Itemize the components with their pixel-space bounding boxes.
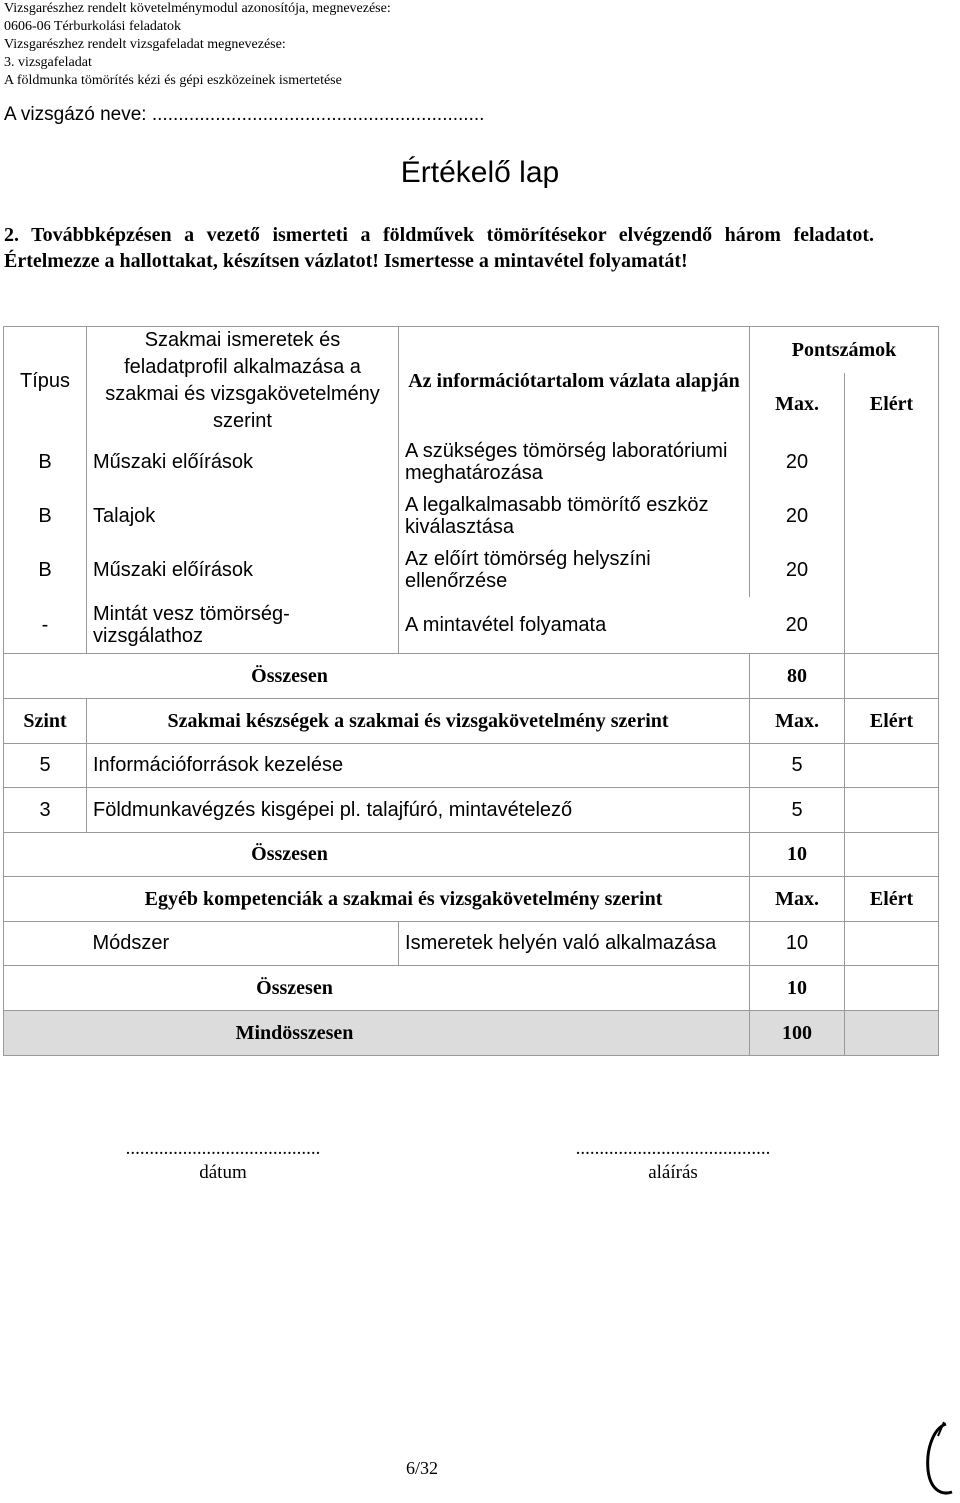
grand-total-achieved[interactable] (845, 1010, 939, 1055)
subtotal-row (4, 653, 939, 698)
col-achieved-header: Elért (845, 876, 939, 921)
table-row (4, 787, 939, 832)
header-line: Vizsgarészhez rendelt vizsgafeladat megnevezése: (4, 37, 286, 52)
page-number: 6/32 (405, 1458, 438, 1478)
subtotal-label: Összesen (4, 832, 750, 876)
header-line: 3. vizsgafeladat (4, 55, 92, 70)
achieved-cell[interactable] (845, 743, 939, 787)
subtotal-max: 80 (750, 653, 845, 698)
grand-total-label: Mindösszesen (4, 1010, 750, 1055)
page-title: Értékelő lap (400, 156, 560, 189)
col-level-header: Szint (4, 698, 87, 743)
examinee-name-field[interactable]: A vizsgázó neve: ............................................................... (4, 104, 485, 125)
table-row (4, 543, 939, 597)
subtotal-achieved[interactable] (845, 653, 939, 698)
type-cell: B (4, 543, 87, 597)
table-row (4, 743, 939, 787)
max-cell: 20 (750, 597, 845, 653)
col-max-header: Max. (750, 876, 845, 921)
subtotal-label: Összesen (4, 653, 750, 698)
type-cell: B (4, 435, 87, 489)
document-header (4, 0, 391, 90)
grand-total-max: 100 (750, 1010, 845, 1055)
max-cell: 20 (750, 543, 845, 597)
task-description: 2. Továbbképzésen a vezető ismerteti a földművek tömörítésekor elvégzendő három feladatot. Értelmezze a hallottakat, készítsen vázlatot! Ismertesse a mintavétel folyamatát! (4, 224, 874, 272)
competence-label-cell: Módszer (87, 921, 399, 965)
max-cell: 20 (750, 489, 845, 543)
achieved-cell[interactable] (845, 435, 939, 489)
outline-cell: Az előírt tömörség helyszíni ellenőrzése (399, 543, 750, 597)
knowledge-cell: Talajok (87, 489, 399, 543)
outline-cell: A mintavétel folyamata (399, 597, 750, 653)
date-signature-block (88, 1137, 358, 1185)
max-cell: 20 (750, 435, 845, 489)
table-row (4, 489, 939, 543)
signature-label: aláírás (648, 1162, 698, 1183)
competence-cell: Ismeretek helyén való alkalmazása (399, 921, 750, 965)
table-row (4, 435, 939, 489)
col-type-header: Típus (4, 327, 87, 436)
signature-block (538, 1137, 808, 1185)
type-cell: - (4, 597, 87, 653)
subtotal-max: 10 (750, 965, 845, 1010)
header-line: A földmunka tömörítés kézi és gépi eszközeinek ismertetése (4, 73, 342, 88)
col-points-header: Pontszámok (750, 327, 939, 373)
outline-cell: A legalkalmasabb tömörítő eszköz kiválasztása (399, 489, 750, 543)
header-line: Vizsgarészhez rendelt követelménymodul azonosítója, megnevezése: (4, 1, 391, 16)
col-achieved-header: Elért (845, 698, 939, 743)
subtotal-label: Összesen (4, 965, 750, 1010)
achieved-cell[interactable] (845, 543, 939, 597)
col-outline-header: Az információtartalom vázlata alapján (399, 327, 750, 436)
max-cell: 5 (750, 787, 845, 832)
max-cell: 5 (750, 743, 845, 787)
type-cell: B (4, 489, 87, 543)
level-cell: 3 (4, 787, 87, 832)
section3-header-row (4, 876, 939, 921)
level-cell: 5 (4, 743, 87, 787)
col-knowledge-header: Szakmai ismeretek és feladatprofil alkalmazása a szakmai és vizsgakövetelmény szerint (87, 327, 399, 436)
knowledge-cell: Műszaki előírások (87, 435, 399, 489)
col-achieved-header: Elért (845, 373, 939, 435)
col-max-header: Max. (750, 373, 845, 435)
achieved-cell[interactable] (845, 597, 939, 653)
header-line: 0606-06 Térburkolási feladatok (4, 19, 182, 34)
grand-total-row (4, 1010, 939, 1055)
subtotal-achieved[interactable] (845, 832, 939, 876)
date-label: dátum (199, 1162, 247, 1183)
skill-cell: Földmunkavégzés kisgépei pl. talajfúró, mintavételező (87, 787, 750, 832)
achieved-cell[interactable] (845, 489, 939, 543)
skill-cell: Információforrások kezelése (87, 743, 750, 787)
knowledge-cell: Műszaki előírások (87, 543, 399, 597)
max-cell: 10 (750, 921, 845, 965)
subtotal-row (4, 965, 939, 1010)
date-dots[interactable]: ......................................... (125, 1138, 321, 1159)
signature-dots[interactable]: ......................................... (575, 1138, 771, 1159)
col-skills-header: Szakmai készségek a szakmai és vizsgakövetelmény szerint (87, 698, 750, 743)
achieved-cell[interactable] (845, 921, 939, 965)
table-row (4, 921, 939, 965)
section2-header-row (4, 698, 939, 743)
col-competence-header: Egyéb kompetenciák a szakmai és vizsgakövetelmény szerint (4, 876, 750, 921)
subtotal-max: 10 (750, 832, 845, 876)
subtotal-achieved[interactable] (845, 965, 939, 1010)
outline-cell: A szükséges tömörség laboratóriumi meghatározása (399, 435, 750, 489)
table-row (4, 597, 939, 653)
achieved-cell[interactable] (845, 787, 939, 832)
col-max-header: Max. (750, 698, 845, 743)
evaluation-table (3, 326, 939, 1056)
knowledge-cell: Mintát vesz tömörség-vizsgálathoz (87, 597, 399, 653)
handwritten-signature-mark (916, 1418, 956, 1500)
subtotal-row (4, 832, 939, 876)
